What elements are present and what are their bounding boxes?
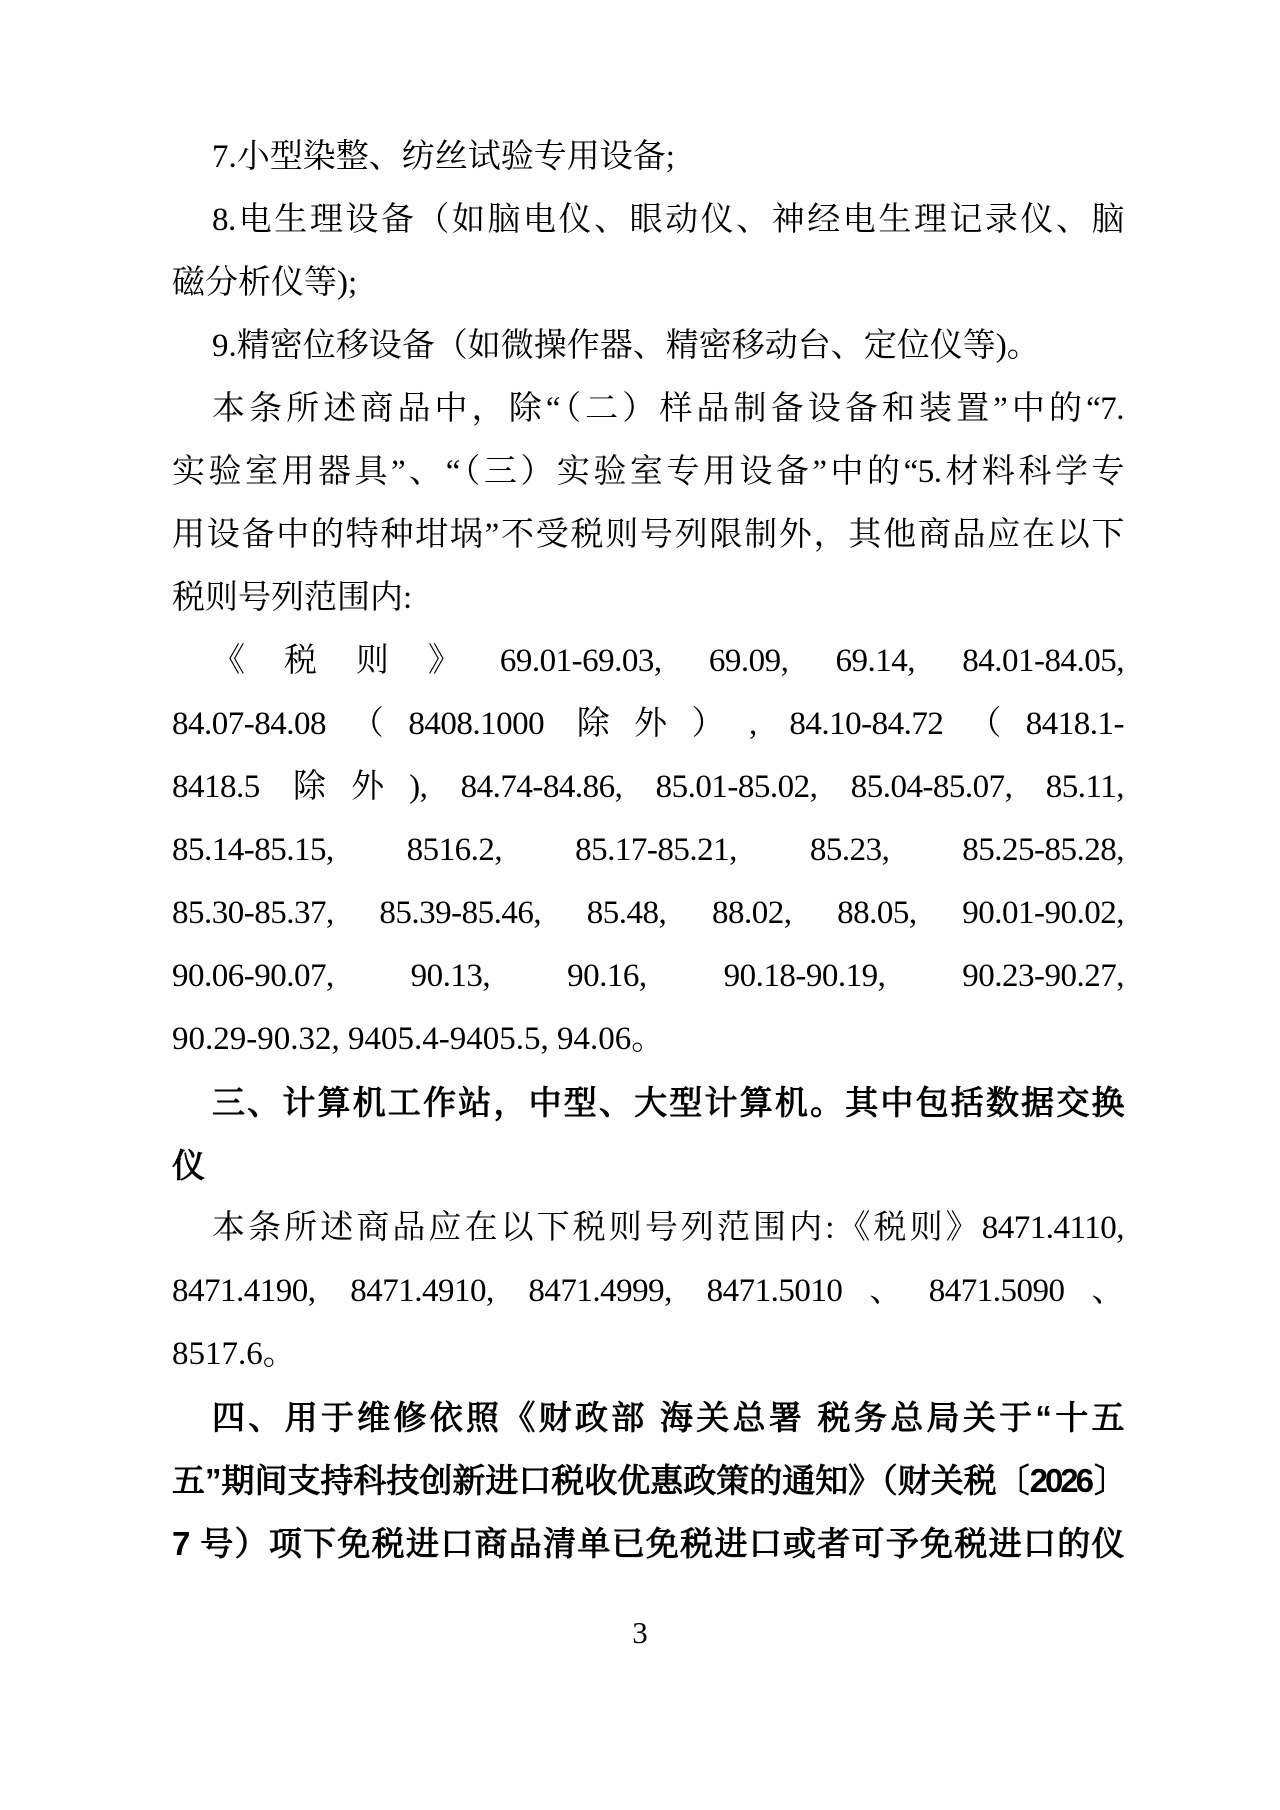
text-line: 9.精密位移设备（如微操作器、精密移动台、定位仪等)。 xyxy=(212,328,1040,364)
text-line: 本条所述商品中，除“（二）样品制备设备和装置”中的“7. xyxy=(212,391,1124,427)
text-line: 90.06-90.07, 90.13, 90.16, 90.18-90.19, 90.23-90.27, xyxy=(172,958,1124,994)
paragraph-item-8 xyxy=(172,189,1124,315)
text-line: 8.电生理设备（如脑电仪、眼动仪、神经电生理记录仪、脑 xyxy=(212,202,1124,238)
heading-line: 仪 xyxy=(172,1147,205,1184)
text-line: 8418.5 除外), 84.74-84.86, 85.01-85.02, 85.04-85.07, 85.11, xyxy=(172,769,1124,805)
text-line: 85.14-85.15, 8516.2, 85.17-85.21, 85.23, 85.25-85.28, xyxy=(172,832,1124,868)
paragraph-section-3-tariff xyxy=(172,1197,1124,1386)
text-line: 磁分析仪等); xyxy=(172,265,358,301)
paragraph-scope-exception xyxy=(172,378,1124,630)
text-line: 84.07-84.08（8408.1000 除外）, 84.10-84.72（8418.1- xyxy=(172,706,1124,742)
page-footer xyxy=(0,1613,1280,1653)
document-body xyxy=(172,126,1124,1575)
paragraph-item-7 xyxy=(172,126,1124,189)
text-line: 用设备中的特种坩埚”不受税则号列限制外，其他商品应在以下 xyxy=(172,517,1124,553)
heading-line: 7 号）项下免税进口商品清单已免税进口或者可予免税进口的仪 xyxy=(172,1525,1124,1562)
text-line: 实验室用器具”、“（三）实验室专用设备”中的“5.材料科学专 xyxy=(172,454,1124,490)
paragraph-item-9 xyxy=(172,315,1124,378)
section-3-heading xyxy=(172,1071,1124,1197)
text-line: 8471.4190, 8471.4910, 8471.4999, 8471.5010、8471.5090、 xyxy=(172,1273,1124,1309)
heading-line: 三、计算机工作站，中型、大型计算机。其中包括数据交换 xyxy=(212,1084,1124,1121)
text-line: 8517.6。 xyxy=(172,1336,296,1372)
heading-line: 四、用于维修依照《财政部 海关总署 税务总局关于“十五 xyxy=(212,1399,1124,1436)
text-line: 本条所述商品应在以下税则号列范围内:《税则》8471.4110, xyxy=(212,1210,1124,1246)
heading-line: 五”期间支持科技创新进口税收优惠政策的通知》（财关税〔2026〕 xyxy=(172,1462,1124,1499)
paragraph-tariff-list xyxy=(172,630,1124,1071)
text-line: 85.30-85.37, 85.39-85.46, 85.48, 88.02, 88.05, 90.01-90.02, xyxy=(172,895,1124,931)
page-number: 3 xyxy=(632,1615,648,1650)
text-line: 《税则》69.01-69.03, 69.09, 69.14, 84.01-84.05, xyxy=(212,643,1124,679)
section-4-heading xyxy=(172,1386,1124,1575)
text-line: 90.29-90.32, 9405.4-9405.5, 94.06。 xyxy=(172,1021,665,1057)
text-line: 税则号列范围内: xyxy=(172,580,413,616)
text-line: 7.小型染整、纺丝试验专用设备; xyxy=(212,139,675,175)
